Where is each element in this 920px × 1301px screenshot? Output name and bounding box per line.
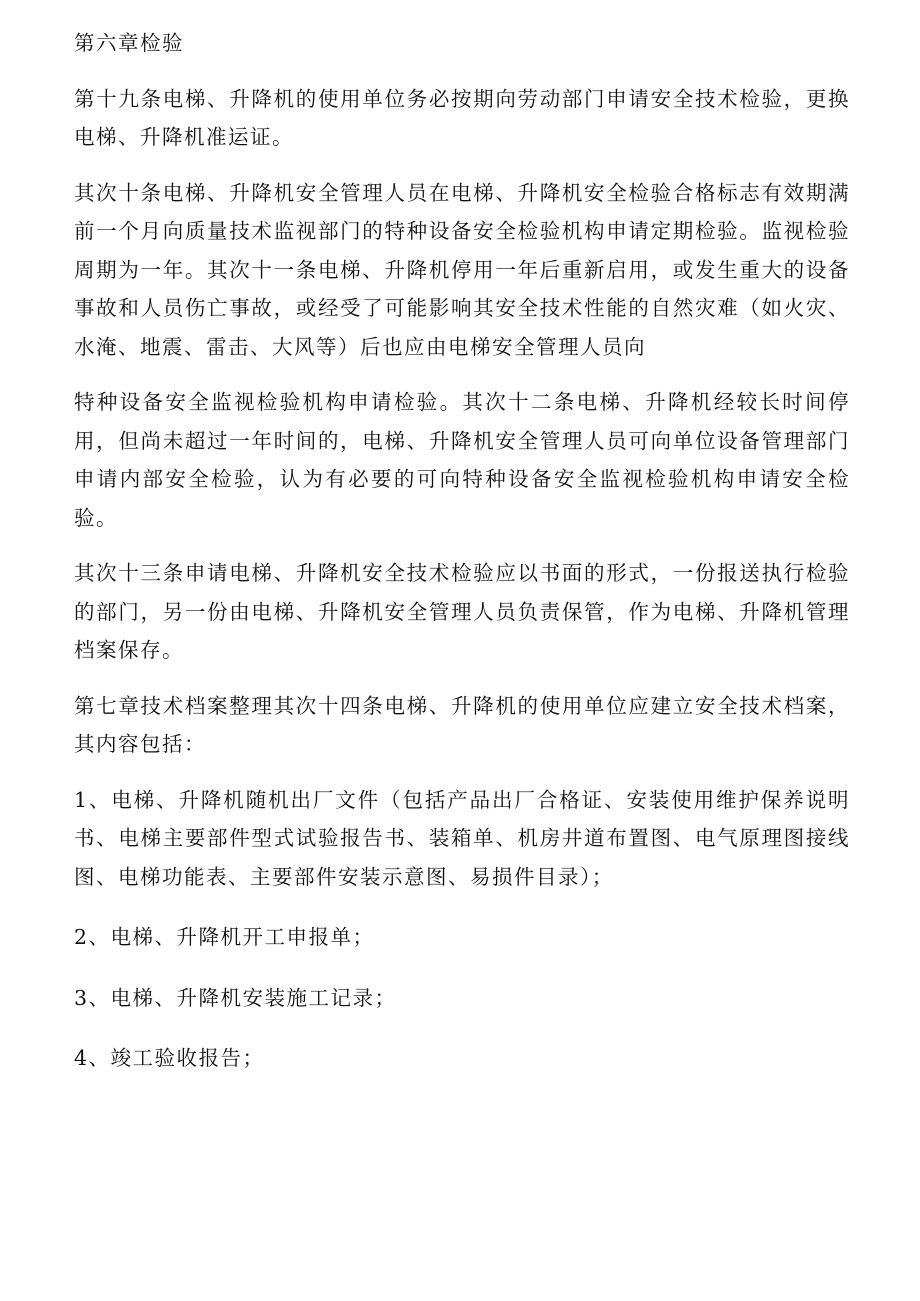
article-23-paragraph: 其次十三条申请电梯、升降机安全技术检验应以书面的形式，一份报送执行检验的部门，另一份由电梯、升降机安全管理人员负责保管，作为电梯、升降机管理档案保存。 [74,561,850,662]
article-19-paragraph: 第十九条电梯、升降机的使用单位务必按期向劳动部门申请安全技术检验，更换电梯、升降机准运证。 [74,86,850,149]
list-item-2: 2、电梯、升降机开工申报单； [74,925,375,949]
chapter-7-article-24-paragraph: 第七章技术档案整理其次十四条电梯、升降机的使用单位应建立安全技术档案，其内容包括： [74,693,850,756]
article-22-paragraph: 特种设备安全监视检验机构申请检验。其次十二条电梯、升降机经较长时间停用，但尚未超过一年时间的，电梯、升降机安全管理人员可向单位设备管理部门申请内部安全检验，认为有必要的可向特种设备安全监视检验机构申请安全检验。 [74,390,850,530]
document-page [74,24,850,1100]
article-20-21-paragraph: 其次十条电梯、升降机安全管理人员在电梯、升降机安全检验合格标志有效期满前一个月向质量技术监视部门的特种设备安全检验机构申请定期检验。监视检验周期为一年。其次十一条电梯、升降机停用一年后重新启用，或发生重大的设备事故和人员伤亡事故，或经受了可能影响其安全技术性能的自然灾难（如火灾、水淹、地震、雷击、大风等）后也应由电梯安全管理人员向 [74,180,850,359]
chapter-6-title: 第六章检验 [74,31,184,55]
list-item-3: 3、电梯、升降机安装施工记录； [74,985,397,1010]
list-item-4: 4、竣工验收报告； [74,1046,265,1070]
list-item-1: 1、电梯、升降机随机出厂文件（包括产品出厂合格证、安装使用维护保养说明书、电梯主要部件型式试验报告书、装箱单、机房井道布置图、电气原理图接线图、电梯功能表、主要部件安装示意图、易损件目录）； [74,787,850,889]
